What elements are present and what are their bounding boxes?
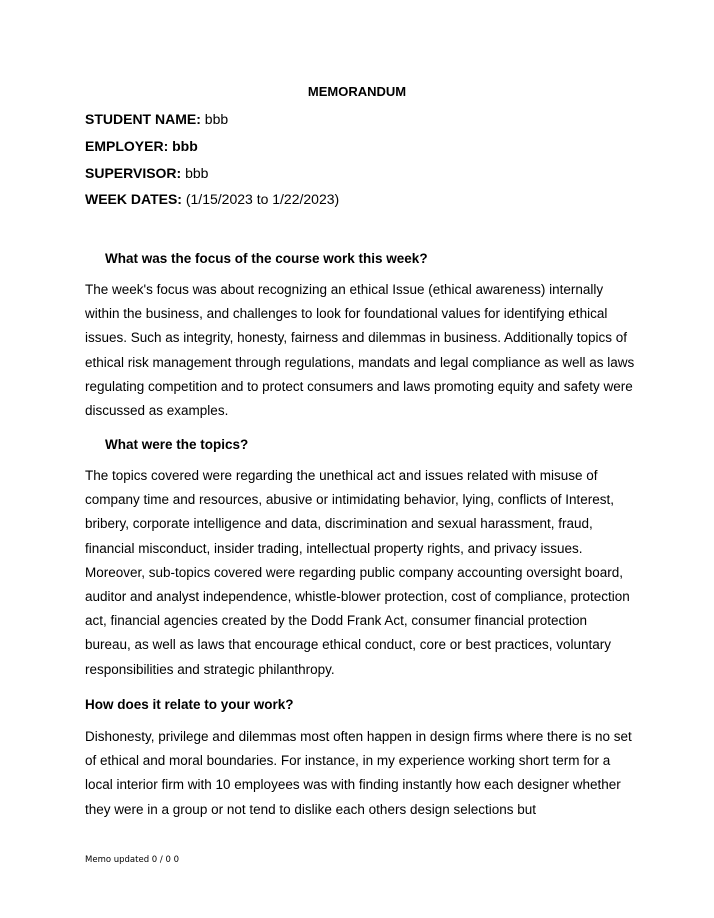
section-body: The week's focus was about recognizing an ethical Issue (ethical awareness) internally within the business, and challenges to look for foundational values for identifying ethical issues. Such as integrity, honesty, fairness and dilemmas in business. Additionally topics of ethical risk management through regulations, mandats and legal compliance as well as laws regulating competition and to protect consumers and laws promoting equity and safety were discussed as examples. [85,282,635,419]
section-heading: What were the topics? [105,437,249,452]
employer-field [85,137,198,155]
student-name-label: STUDENT NAME: [85,111,201,127]
supervisor-value: bbb [185,165,209,181]
supervisor-field [85,164,208,182]
page-footer: Memo updated 0 / 0 0 [85,855,179,865]
supervisor-label: SUPERVISOR: [85,165,182,181]
section-heading: How does it relate to your work? [85,697,294,712]
student-name-field [85,110,228,128]
section-body: The topics covered were regarding the unethical act and issues related with misuse of company time and resources, abusive or intimidating behavior, lying, conflicts of Interest, bribery, corporate intelligence and data, discrimination and sexual harassment, fraud, financial misconduct, insider trading, intellectual property rights, and privacy issues. Moreover, sub-topics covered were regarding public company accounting oversight board, auditor and analyst independence, whistle-blower protection, cost of compliance, protection act, financial agencies created by the Dodd Frank Act, consumer financial protection bureau, as well as laws that encourage ethical conduct, core or best practices, voluntary responsibilities and strategic philanthropy. [85,468,630,677]
section-heading: What was the focus of the course work this week? [105,251,428,266]
week-dates-field [85,190,339,208]
week-dates-label: WEEK DATES: [85,191,182,207]
student-name-value: bbb [204,111,229,127]
week-dates-value: (1/15/2023 to 1/22/2023) [185,191,340,207]
employer-label: EMPLOYER: [85,138,169,154]
section-body: Dishonesty, privilege and dilemmas most often happen in design firms where there is no set of ethical and moral boundaries. For instance, in my experience working short term for a local interior firm with 10 employees was with finding instantly how each designer whether they were in a group or not tend to dislike each others design selections but [85,729,632,817]
employer-value: bbb [172,138,198,154]
memo-title: MEMORANDUM [307,84,407,99]
